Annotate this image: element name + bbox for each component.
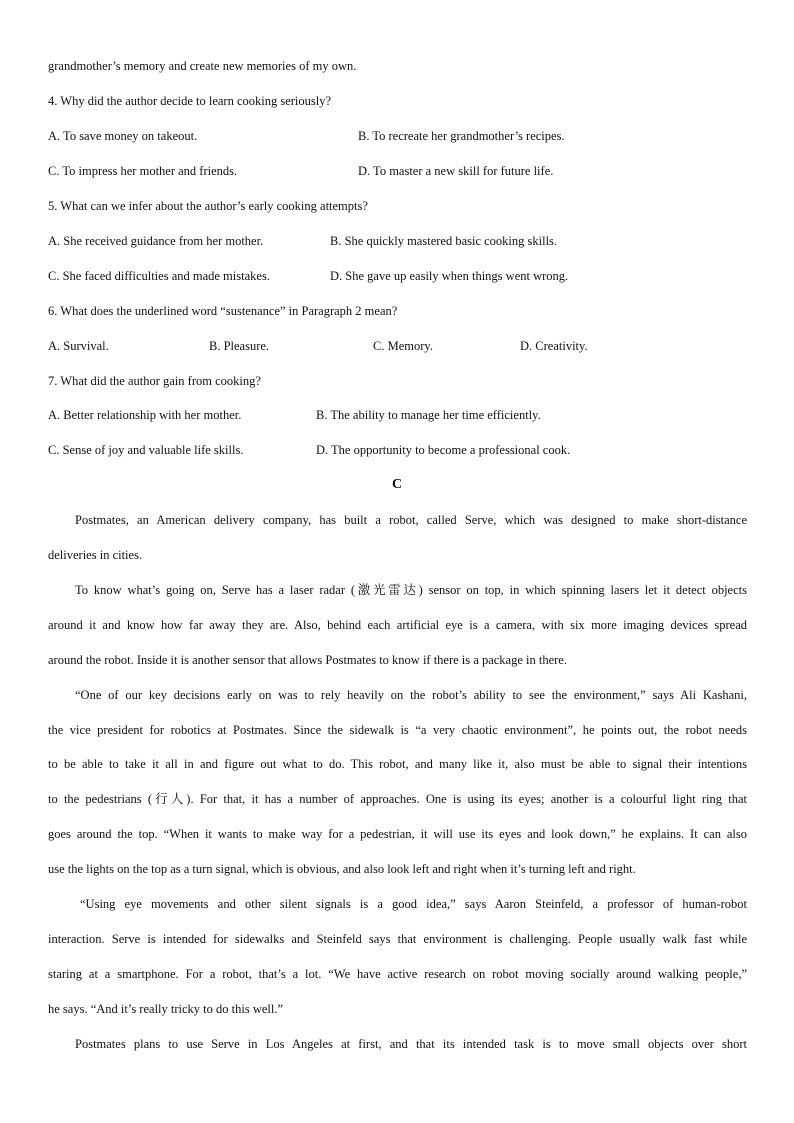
passage-line: “One of our key decisions early on was to rely heavily on the robot’s ability to see the environment,” says Ali Kashani, — [75, 688, 747, 702]
question-4-option-b[interactable]: B. To recreate her grandmother’s recipes. — [358, 129, 565, 143]
passage-line: around it and know how far away they are. Also, behind each artificial eye is a camera, with six more imaging devices spread — [48, 618, 747, 632]
passage-line: deliveries in cities. — [48, 548, 143, 562]
passage-line: staring at a smartphone. For a robot, that’s a lot. “We have active research on robot moving socially around walking people,” — [48, 967, 747, 981]
passage-line: To know what’s going on, Serve has a laser radar (激光雷达) sensor on top, in which spinning lasers let it detect objects — [75, 583, 747, 597]
passage-line: around the robot. Inside it is another sensor that allows Postmates to know if there is a package in there. — [48, 653, 567, 667]
passage-line: “Using eye movements and other silent signals is a good idea,” says Aaron Steinfeld, a professor of human-robot — [80, 897, 747, 911]
question-5-option-c[interactable]: C. She faced difficulties and made mistakes. — [48, 269, 270, 283]
question-4-option-c[interactable]: C. To impress her mother and friends. — [48, 164, 238, 178]
passage-line: use the lights on the top as a turn signal, which is obvious, and also look left and right when it’s turning left and right. — [48, 862, 636, 876]
passage-line: he says. “And it’s really tricky to do this well.” — [48, 1002, 284, 1016]
section-title: C — [391, 477, 403, 492]
question-7-option-b[interactable]: B. The ability to manage her time efficiently. — [316, 408, 541, 422]
passage-line: to the pedestrians (行人). For that, it has a number of approaches. One is using its eyes; another is a colourful light ring that — [48, 792, 747, 806]
question-4-stem: 4. Why did the author decide to learn cooking seriously? — [48, 94, 332, 108]
question-4-option-a[interactable]: A. To save money on takeout. — [48, 129, 198, 143]
question-6-option-b[interactable]: B. Pleasure. — [209, 339, 270, 353]
question-7-option-c[interactable]: C. Sense of joy and valuable life skills. — [48, 443, 244, 457]
question-4-option-d[interactable]: D. To master a new skill for future life. — [358, 164, 554, 178]
question-6-option-a[interactable]: A. Survival. — [48, 339, 109, 353]
passage-line: interaction. Serve is intended for sidewalks and Steinfeld says that environment is challenging. People usually walk fast while — [48, 932, 747, 946]
passage-line: Postmates plans to use Serve in Los Angeles at first, and that its intended task is to move small objects over short — [75, 1037, 747, 1051]
passage-line: to be able to take it all in and figure out what to do. This robot, and many like it, also must be able to signal their intentions — [48, 757, 747, 771]
question-6-option-c[interactable]: C. Memory. — [373, 339, 433, 353]
question-5-option-a[interactable]: A. She received guidance from her mother. — [48, 234, 264, 248]
question-7-option-a[interactable]: A. Better relationship with her mother. — [48, 408, 242, 422]
intro-tail: grandmother’s memory and create new memories of my own. — [48, 59, 357, 73]
passage-line: goes around the top. “When it wants to make way for a pedestrian, it will use its eyes and look down,” he explains. It can also — [48, 827, 747, 841]
passage-line: the vice president for robotics at Postmates. Since the sidewalk is “a very chaotic environment”, he points out, the robot needs — [48, 723, 747, 737]
question-7-stem: 7. What did the author gain from cooking? — [48, 374, 261, 388]
question-6-stem: 6. What does the underlined word “sustenance” in Paragraph 2 mean? — [48, 304, 398, 318]
question-5-option-b[interactable]: B. She quickly mastered basic cooking skills. — [330, 234, 558, 248]
question-7-option-d[interactable]: D. The opportunity to become a professional cook. — [316, 443, 571, 457]
question-5-option-d[interactable]: D. She gave up easily when things went wrong. — [330, 269, 569, 283]
question-5-stem: 5. What can we infer about the author’s early cooking attempts? — [48, 199, 368, 213]
passage-line: Postmates, an American delivery company, has built a robot, called Serve, which was designed to make short-distance — [75, 513, 747, 527]
question-6-option-d[interactable]: D. Creativity. — [520, 339, 588, 353]
